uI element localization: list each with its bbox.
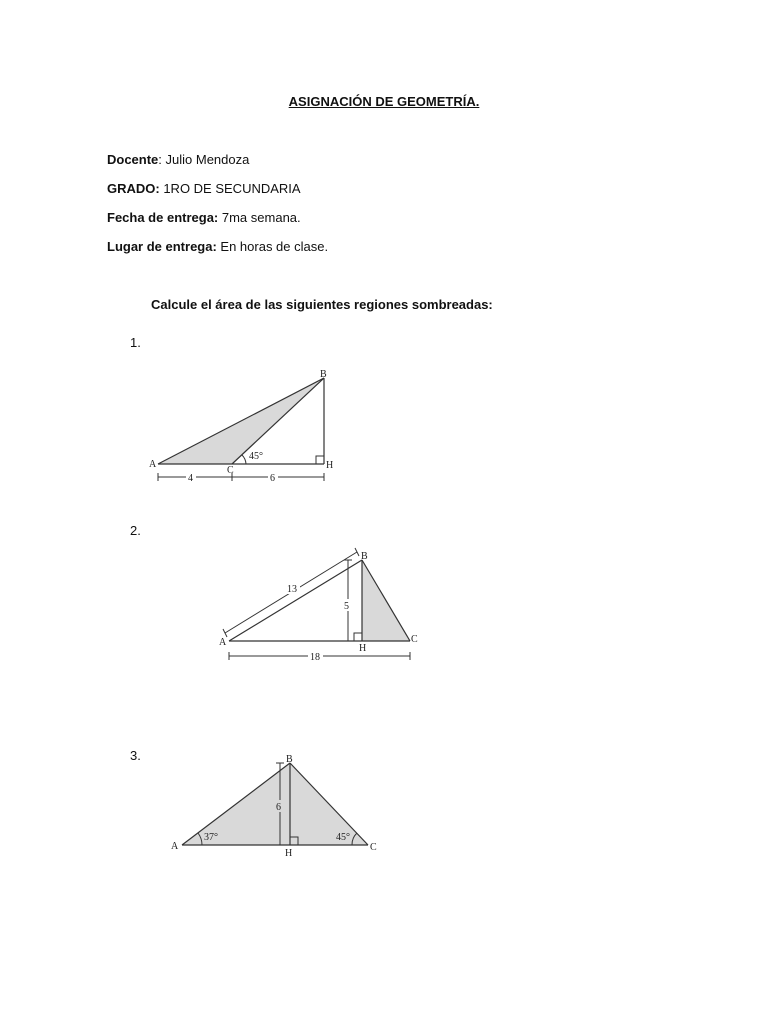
grado-value: 1RO DE SECUNDARIA [159,181,301,196]
p1-label-d1: 4 [188,473,193,484]
page-title: ASIGNACIÓN DE GEOMETRÍA. [288,94,480,109]
docente-value: : Julio Mendoza [158,152,250,167]
problem-2-number: 2. [130,523,141,538]
grado-label: GRADO: [107,181,160,196]
p3-label-height: 6 [276,802,281,813]
p3-label-c: C [370,842,377,853]
p2-label-side: 13 [287,584,297,595]
instruction-text: Calcule el área de las siguientes regiones sombreadas: [151,297,493,312]
p2-label-base: 18 [310,652,320,663]
p1-label-angle: 45° [249,451,263,462]
lugar-label: Lugar de entrega: [107,239,217,254]
p2-label-b: B [361,551,368,562]
p2-label-a: A [219,637,227,648]
p1-label-b: B [320,369,327,380]
p3-label-h: H [285,848,293,859]
problem-3-number: 3. [130,748,141,763]
p1-label-a: A [149,459,157,470]
lugar-value: En horas de clase. [216,239,329,254]
fecha-label: Fecha de entrega: [107,210,219,225]
p2-label-h: H [359,643,367,654]
p3-label-angle-a: 37° [204,832,218,843]
docente-label: Docente [107,152,159,167]
p2-label-c: C [411,634,418,645]
p1-label-d2: 6 [270,473,275,484]
p3-label-angle-c: 45° [336,832,350,843]
p1-label-c: C [227,465,234,476]
problem-1-number: 1. [130,335,141,350]
p2-label-height: 5 [344,601,349,612]
p1-label-h: H [326,460,334,471]
p3-label-b: B [286,754,293,765]
p3-label-a: A [171,841,179,852]
fecha-value: 7ma semana. [218,210,301,225]
